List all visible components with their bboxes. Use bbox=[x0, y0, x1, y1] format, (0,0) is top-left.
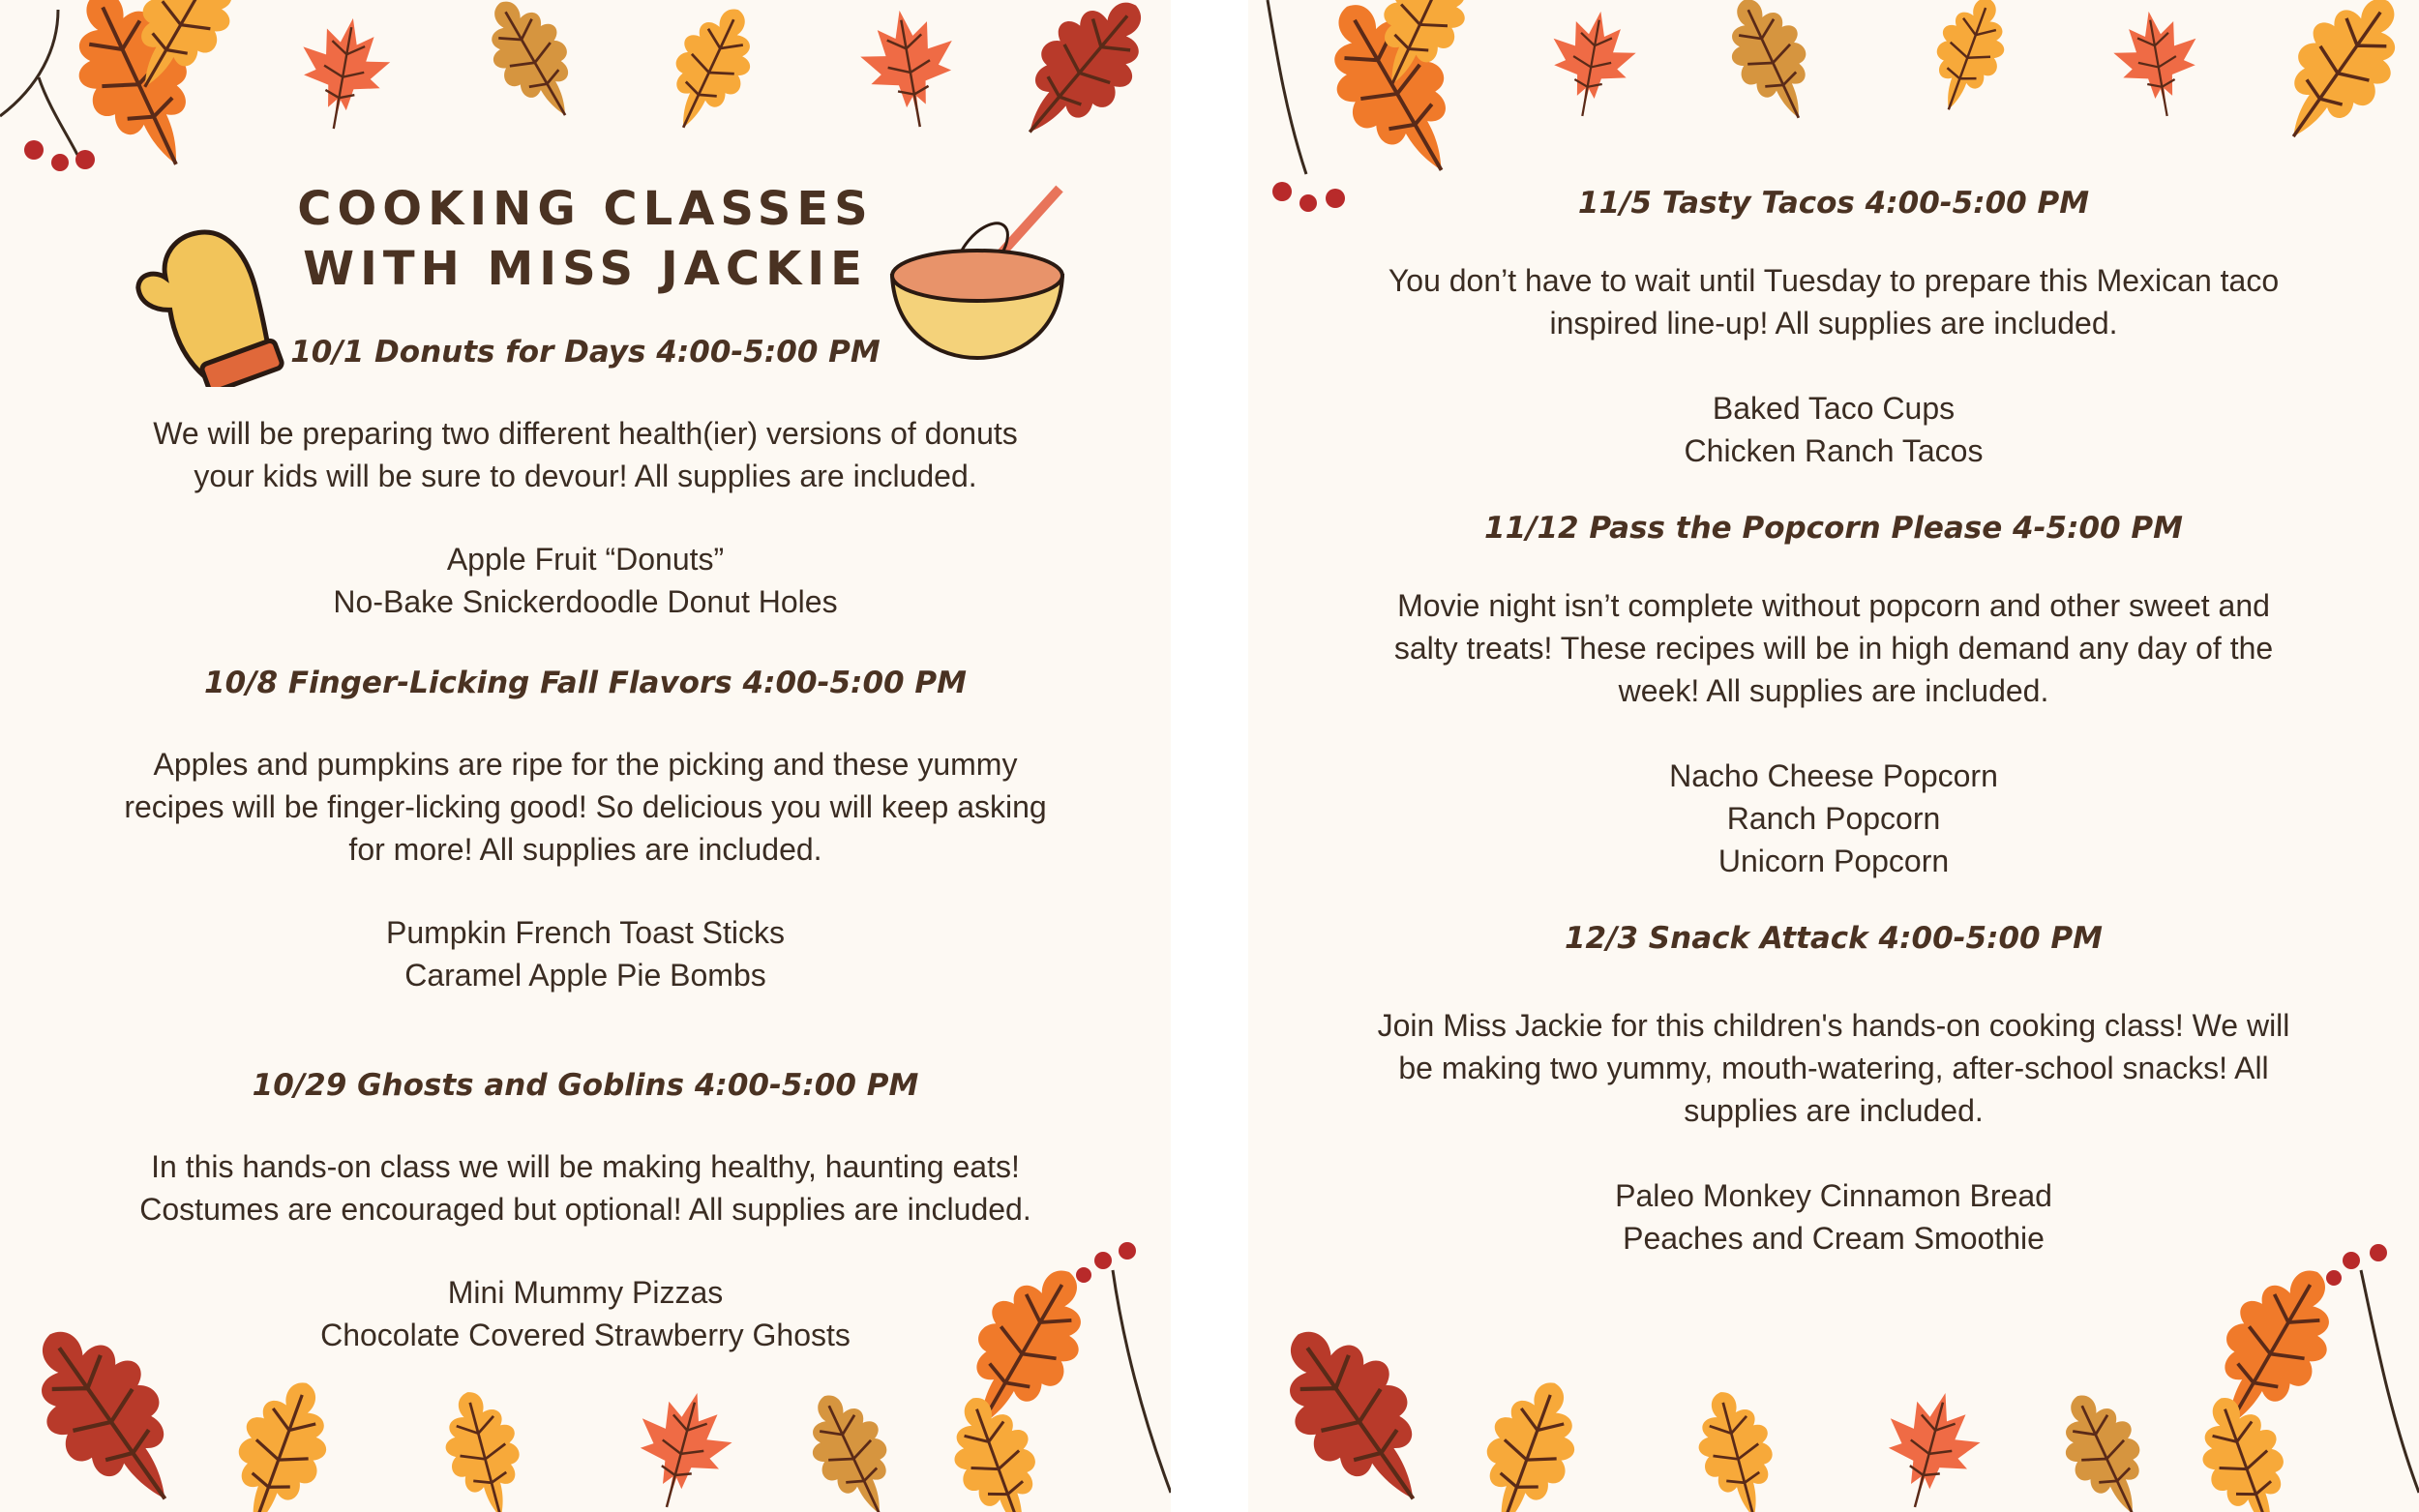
recipe-item: Chicken Ranch Tacos bbox=[1684, 433, 1984, 468]
autumn-leaves-bottom-icon bbox=[1248, 1222, 2419, 1512]
class-heading: 12/3 Snack Attack 4:00-5:00 PM bbox=[1564, 921, 2103, 956]
flyer-page-right bbox=[1248, 0, 2419, 1512]
recipe-item: Paleo Monkey Cinnamon Bread bbox=[1615, 1178, 2052, 1213]
recipe-item: Nacho Cheese Popcorn bbox=[1669, 758, 1998, 793]
recipe-list bbox=[1248, 1174, 2419, 1260]
berry-branch-icon bbox=[0, 10, 95, 171]
class-heading: 11/12 Pass the Popcorn Please 4-5:00 PM bbox=[1484, 511, 2183, 546]
recipe-item: No-Bake Snickerdoodle Donut Holes bbox=[333, 584, 838, 619]
flyer-page-left bbox=[0, 0, 1171, 1512]
recipe-list bbox=[0, 538, 1171, 623]
title-line-2: WITH MISS JACKIE bbox=[303, 242, 868, 296]
class-block bbox=[0, 664, 1171, 996]
recipe-item: Mini Mummy Pizzas bbox=[447, 1275, 724, 1310]
recipe-list bbox=[0, 911, 1171, 996]
recipe-item: Peaches and Cream Smoothie bbox=[1623, 1221, 2045, 1256]
class-block bbox=[0, 1066, 1171, 1356]
left-page-content bbox=[0, 179, 1171, 1356]
recipe-list bbox=[1248, 755, 2419, 882]
class-description: Join Miss Jackie for this children's hands-on cooking class! We will be making two yummy, mouth-watering, after-school snacks! All supplies are included. bbox=[1377, 1008, 2290, 1128]
recipe-item: Baked Taco Cups bbox=[1712, 391, 1956, 426]
recipe-item: Caramel Apple Pie Bombs bbox=[404, 958, 766, 993]
class-block bbox=[0, 333, 1171, 623]
class-description: Movie night isn’t complete without popcorn and other sweet and salty treats! These recipes will be in high demand any day of the week! All supplies are included. bbox=[1393, 588, 2274, 708]
recipe-item: Chocolate Covered Strawberry Ghosts bbox=[320, 1318, 851, 1352]
berry-branch-icon bbox=[1268, 0, 1345, 212]
class-block bbox=[1248, 919, 2419, 1260]
recipe-list bbox=[1248, 387, 2419, 472]
recipe-list bbox=[0, 1271, 1171, 1356]
page-title bbox=[0, 179, 1171, 299]
recipe-item: Apple Fruit “Donuts” bbox=[446, 542, 725, 577]
class-description: Apples and pumpkins are ripe for the picking and these yummy recipes will be finger-licking good! So delicious you will keep asking for more! All supplies are included. bbox=[124, 747, 1047, 867]
class-description: We will be preparing two different health(ier) versions of donuts your kids will be sure to devour! All supplies are included. bbox=[153, 416, 1018, 493]
class-heading: 10/1 Donuts for Days 4:00-5:00 PM bbox=[290, 335, 881, 370]
class-heading: 11/5 Tasty Tacos 4:00-5:00 PM bbox=[1577, 186, 2090, 221]
class-block bbox=[1248, 184, 2419, 472]
class-description: You don’t have to wait until Tuesday to prepare this Mexican taco inspired line-up! All supplies are included. bbox=[1388, 263, 2280, 341]
recipe-item: Unicorn Popcorn bbox=[1717, 844, 1950, 878]
berry-branch-icon bbox=[2326, 1244, 2419, 1493]
class-heading: 10/29 Ghosts and Goblins 4:00-5:00 PM bbox=[252, 1068, 919, 1103]
right-page-content bbox=[1248, 184, 2419, 1260]
recipe-item: Ranch Popcorn bbox=[1726, 801, 1941, 836]
class-description: In this hands-on class we will be making healthy, haunting eats! Costumes are encouraged but optional! All supplies are included. bbox=[139, 1149, 1031, 1227]
title-line-1: COOKING CLASSES bbox=[297, 182, 874, 236]
class-block bbox=[1248, 509, 2419, 882]
class-heading: 10/8 Finger-Licking Fall Flavors 4:00-5:00 PM bbox=[204, 666, 967, 700]
recipe-item: Pumpkin French Toast Sticks bbox=[385, 915, 785, 950]
